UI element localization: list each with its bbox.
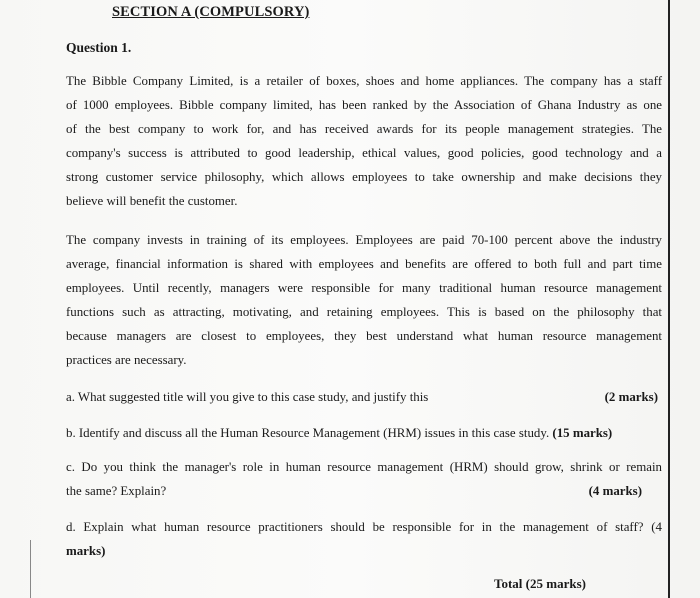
question-c — [66, 455, 662, 503]
question-a-text: a. What suggested title will you give to this case study, and justify this — [66, 390, 429, 404]
paragraph-line: strong customer service philosophy, which allows employees to take ownership and make decisions they — [66, 170, 662, 184]
question-d-line: d. Explain what human resource practitioners should be responsible for in the management of staff? (4 — [66, 520, 662, 534]
question-heading: Question 1. — [66, 40, 132, 55]
question-a-marks: (2 marks) — [604, 390, 658, 404]
question-b — [66, 421, 662, 445]
paragraph-line: of 1000 employees. Bibble company limited, has been ranked by the Association of Ghana Industry as one — [66, 98, 662, 112]
total-marks: Total (25 marks) — [494, 576, 586, 591]
question-b-marks: (15 marks) — [552, 426, 613, 440]
question-a — [66, 385, 662, 409]
paragraph-line: average, financial information is shared with employees and benefits are offered to both full and part time — [66, 257, 662, 271]
paragraph-line: functions such as attracting, motivating, and retaining employees. This is based on the philosophy that — [66, 305, 662, 319]
paragraph-line: of the best company to work for, and has received awards for its people management strategies. The — [66, 122, 662, 136]
question-c-line2: the same? Explain? — [66, 484, 167, 498]
question-d-line2: marks) — [66, 544, 106, 558]
section-title: SECTION A (COMPULSORY) — [112, 4, 310, 20]
paragraph-line: practices are necessary. — [66, 353, 187, 367]
question-c-marks: (4 marks) — [588, 484, 642, 498]
page-border — [668, 0, 670, 598]
question-c-line — [66, 479, 662, 503]
question-b-text: b. Identify and discuss all the Human Resource Management (HRM) issues in this case study. — [66, 426, 553, 440]
paragraph-line: because managers are closest to employees, they best understand what human resource management — [66, 329, 662, 343]
paragraph-line: employees. Until recently, managers were responsible for many traditional human resource management — [66, 281, 662, 295]
paragraph-line: The Bibble Company Limited, is a retailer of boxes, shoes and home appliances. The company has a staff — [66, 74, 662, 88]
paragraph-line: believe will benefit the customer. — [66, 194, 238, 208]
paragraph-line: company's success is attributed to good leadership, ethical values, good policies, good technology and a — [66, 146, 662, 160]
paragraph-line: The company invests in training of its employees. Employees are paid 70-100 percent above the industry — [66, 233, 662, 247]
paragraph-2 — [66, 228, 662, 372]
question-d — [66, 515, 662, 563]
paragraph-1 — [66, 69, 662, 213]
page-border-left — [30, 540, 31, 598]
question-c-line: c. Do you think the manager's role in human resource management (HRM) should grow, shrink or remain — [66, 460, 662, 474]
